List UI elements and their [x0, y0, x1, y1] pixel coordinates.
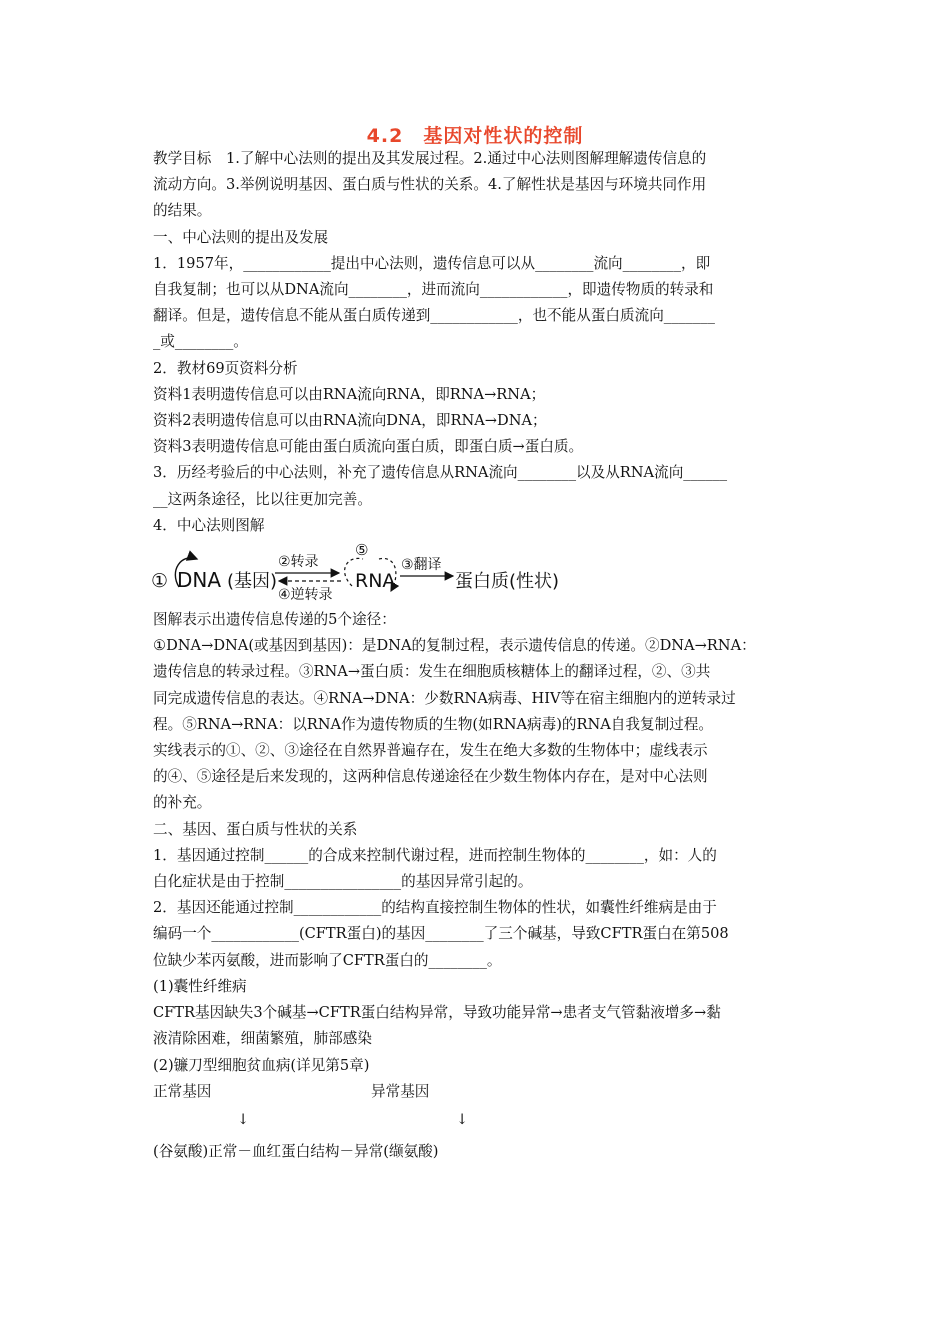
paragraph-line: ①DNA→DNA(或基因到基因)：是DNA的复制过程，表示遗传信息的传递。②DNA→RNA： — [153, 637, 756, 655]
paragraph-line: 资料1表明遗传信息可以由RNA流向RNA，即RNA→RNA； — [153, 385, 546, 403]
paragraph-line: CFTR基因缺失3个碱基→CFTR蛋白结构异常，导致功能异常→患者支气管黏液增多→黏 — [153, 1004, 721, 1022]
paragraph-line: 液清除困难，细菌繁殖，肺部感染 — [153, 1030, 372, 1048]
paragraph-line: 1．1957年，____________提出中心法则，遗传信息可以从________流向________，即 — [153, 254, 711, 272]
objectives-line: 流动方向。3.举例说明基因、蛋白质与性状的关系。4.了解性状是基因与环境共同作用 — [153, 176, 707, 194]
paragraph-line: 1．基因通过控制______的合成来控制代谢过程，进而控制生物体的________，如：人的 — [153, 846, 717, 864]
section-heading: 二、基因、蛋白质与性状的关系 — [153, 820, 358, 838]
diagram-label-1: ① — [151, 570, 169, 593]
sickle-cell-flow — [153, 1079, 803, 1171]
diagram-translation: ③翻译 — [401, 557, 442, 574]
paragraph-line: 实线表示的①、②、③途径在自然界普遍存在，发生在绝大多数的生物体中；虚线表示 — [153, 742, 708, 760]
paragraph-line: 同完成遗传信息的表达。④RNA→DNA：少数RNA病毒、HIV等在宿主细胞内的逆转录过 — [153, 689, 736, 707]
page-title: 4.2 基因对性状的控制 — [366, 125, 584, 147]
diagram-label-5: ⑤ — [355, 541, 369, 560]
paragraph-line: 自我复制；也可以从DNA流向________，进而流向____________，即遗传物质的转录和 — [153, 281, 714, 299]
paragraph-line: 遗传信息的转录过程。③RNA→蛋白质：发生在细胞质核糖体上的翻译过程，②、③共 — [153, 663, 711, 681]
objectives-line: 教学目标 1.了解中心法则的提出及其发展过程。2.通过中心法则图解理解遗传信息的 — [153, 150, 707, 167]
paragraph-line: 翻译。但是，遗传信息不能从蛋白质传递到____________，也不能从蛋白质流向_______ — [153, 307, 715, 325]
paragraph-line: __这两条途径，比以往更加完善。 — [153, 490, 372, 508]
paragraph-line: 资料3表明遗传信息可能由蛋白质流向蛋白质，即蛋白质→蛋白质。 — [153, 438, 584, 456]
down-arrow-icon: ↓ — [456, 1110, 469, 1128]
paragraph-line: _或________。 — [153, 333, 248, 351]
diagram-dna: DNA — [177, 568, 222, 593]
paragraph-line: 位缺少苯丙氨酸，进而影响了CFTR蛋白的________。 — [153, 951, 502, 969]
paragraph-line: 3．历经考验后的中心法则，补充了遗传信息从RNA流向________以及从RNA流向______ — [153, 464, 728, 482]
paragraph-line: 编码一个____________(CFTR蛋白)的基因________了三个碱基，导致CFTR蛋白在第508 — [153, 925, 729, 943]
paragraph-line: 的④、⑤途径是后来发现的，这两种信息传递途径在少数生物体内存在，是对中心法则 — [153, 768, 708, 786]
central-dogma-svg — [151, 541, 611, 607]
down-arrow-icon: ↓ — [237, 1110, 250, 1128]
paragraph-line: 程。⑤RNA→RNA：以RNA作为遗传物质的生物(如RNA病毒)的RNA自我复制过程。 — [153, 715, 713, 733]
paragraph-line: 白化症状是由于控制________________的基因异常引起的。 — [153, 873, 533, 891]
hemoglobin-line: (谷氨酸)正常－血红蛋白结构－异常(缬氨酸) — [153, 1142, 439, 1160]
central-dogma-diagram — [151, 541, 803, 607]
paragraph-line: 图解表示出遗传信息传递的5个途径： — [153, 611, 396, 629]
item-heading: 4．中心法则图解 — [153, 516, 265, 534]
diagram-protein: 蛋白质(性状) — [455, 571, 560, 593]
diagram-gene: (基因) — [227, 571, 278, 593]
diagram-transcription: ②转录 — [278, 554, 319, 571]
paragraph-line: 2．基因还能通过控制____________的结构直接控制生物体的性状，如囊性纤维病是由于 — [153, 899, 717, 917]
subsection-heading: (1)囊性纤维病 — [153, 977, 247, 995]
objectives-line: 的结果。 — [153, 202, 212, 220]
diagram-rna: RNA — [355, 570, 396, 593]
item-heading: 2．教材69页资料分析 — [153, 359, 298, 377]
abnormal-gene-label: 异常基因 — [371, 1082, 430, 1100]
section-heading: 一、中心法则的提出及发展 — [153, 228, 329, 246]
paragraph-line: 资料2表明遗传信息可以由RNA流向DNA，即RNA→DNA； — [153, 412, 547, 430]
diagram-reverse: ④逆转录 — [278, 587, 333, 604]
paragraph-line: 的补充。 — [153, 794, 212, 812]
document-body — [153, 146, 803, 1171]
normal-gene-label: 正常基因 — [153, 1082, 212, 1100]
subsection-heading: (2)镰刀型细胞贫血病(详见第5章) — [153, 1056, 370, 1074]
